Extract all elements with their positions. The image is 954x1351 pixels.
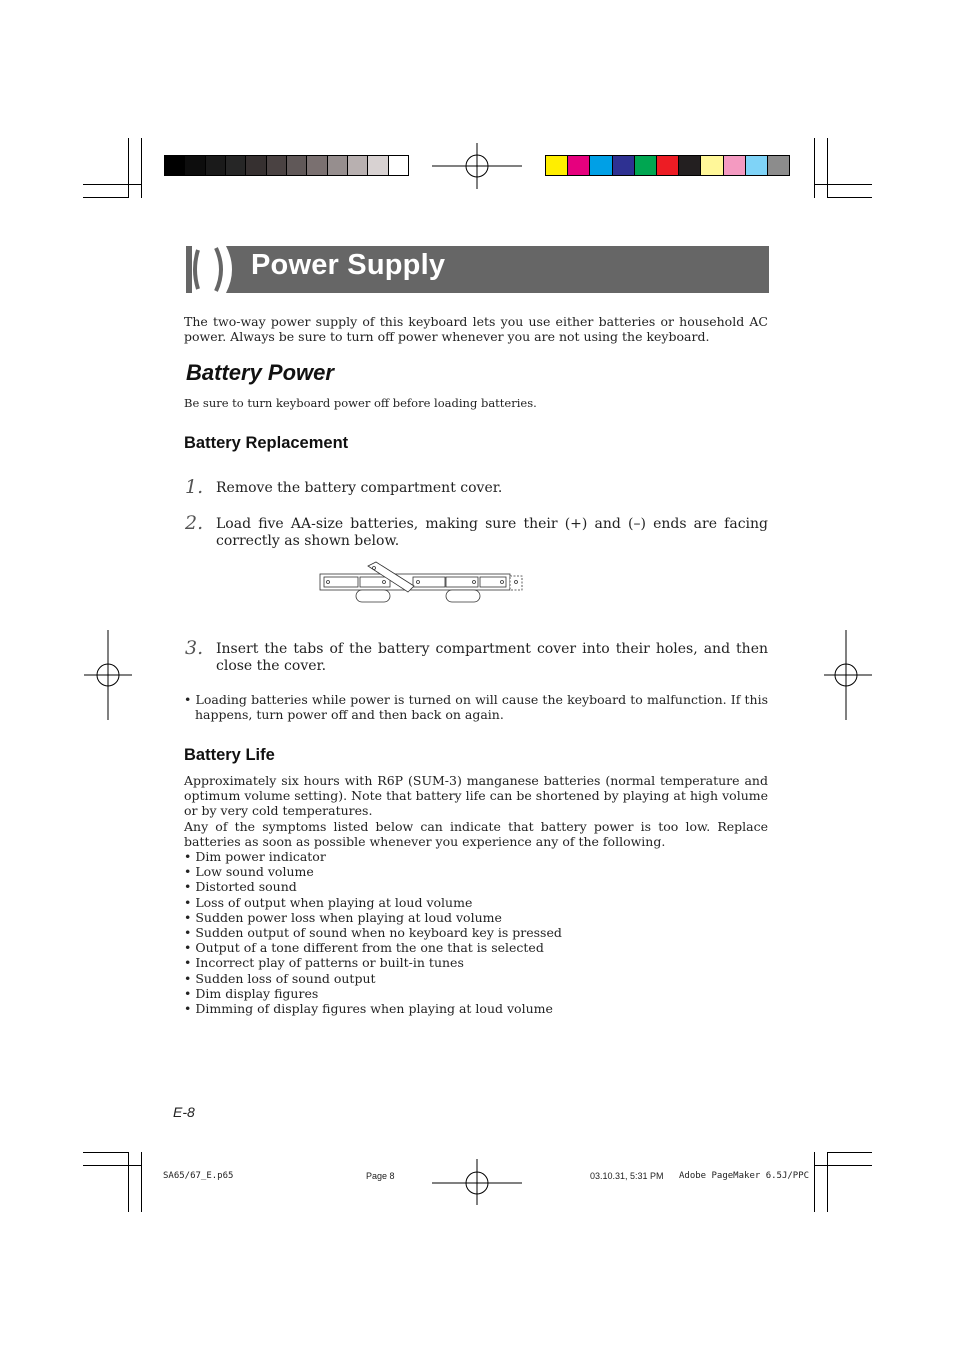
color-swatch	[246, 156, 266, 175]
warning-note: • Loading batteries while power is turned on will cause the keyboard to malfunction. If this happens, turn power off and then back on again.	[184, 692, 768, 722]
color-swatch	[287, 156, 307, 175]
color-swatch	[206, 156, 226, 175]
color-swatch	[546, 156, 568, 175]
color-swatch	[267, 156, 287, 175]
step-text: Insert the tabs of the battery compartment cover into their holes, and then close the cover.	[216, 641, 768, 674]
step-number: 2.	[185, 512, 204, 534]
symptom-list	[184, 849, 562, 1016]
list-item: • Loss of output when playing at loud volume	[184, 894, 473, 910]
registration-mark-right-icon	[822, 630, 872, 722]
color-swatch	[185, 156, 205, 175]
color-swatch	[568, 156, 590, 175]
color-swatch	[746, 156, 768, 175]
battery-compartment-illustration	[318, 560, 524, 610]
color-swatch	[724, 156, 746, 175]
battery-life-symptoms-intro: Any of the symptoms listed below can indicate that battery power is too low. Replace batteries as soon as possible whenever you experience any of the following.	[184, 819, 768, 849]
color-swatch	[679, 156, 701, 175]
color-swatch	[226, 156, 246, 175]
color-swatch	[328, 156, 348, 175]
list-item: • Distorted sound	[184, 879, 297, 895]
subsection-title-battery-replacement: Battery Replacement	[184, 434, 349, 452]
list-item: • Output of a tone different from the one that is selected	[184, 940, 544, 956]
list-item: • Incorrect play of patterns or built-in tunes	[184, 955, 464, 971]
color-swatch	[348, 156, 368, 175]
step-number: 1.	[185, 476, 204, 498]
footer-application: Adobe PageMaker 6.5J/PPC	[679, 1171, 810, 1181]
registration-mark-bottom-icon	[430, 1159, 524, 1207]
battery-life-paragraph: Approximately six hours with R6P (SUM-3) manganese batteries (normal temperature and optimum volume setting). Note that battery life can be shortened by playing at high volume or by very cold temperatures.	[184, 773, 768, 818]
color-swatch	[389, 156, 408, 175]
step-number: 3.	[185, 637, 204, 659]
list-item: • Dimming of display figures when playing at loud volume	[184, 1001, 553, 1017]
footer-filename: SA65/67_E.p65	[163, 1171, 234, 1181]
step-text: Load five AA-size batteries, making sure their (+) and (–) ends are facing correctly as shown below.	[216, 516, 768, 549]
subsection-title-battery-life: Battery Life	[184, 746, 275, 764]
list-item: • Dim power indicator	[184, 849, 326, 864]
list-item: • Low sound volume	[184, 864, 314, 880]
process-color-bar	[545, 155, 790, 176]
intro-paragraph: The two-way power supply of this keyboard lets you use either batteries or household AC power. Always be sure to turn off power whenever you are not using the keyboard.	[184, 314, 768, 344]
color-swatch	[590, 156, 612, 175]
step-text: Remove the battery compartment cover.	[216, 480, 503, 496]
footer-page: Page 8	[366, 1171, 395, 1181]
color-swatch	[701, 156, 723, 175]
color-swatch	[307, 156, 327, 175]
registration-mark-top-icon	[430, 143, 524, 191]
color-swatch	[613, 156, 635, 175]
color-swatch	[657, 156, 679, 175]
registration-mark-left-icon	[84, 630, 134, 722]
list-item: • Sudden loss of sound output	[184, 970, 376, 986]
section-bracket-icon	[186, 246, 242, 293]
list-item: • Sudden output of sound when no keyboard key is pressed	[184, 925, 562, 941]
color-swatch	[635, 156, 657, 175]
grayscale-color-bar	[164, 155, 409, 176]
list-item: • Dim display figures	[184, 985, 319, 1001]
page-number: E-8	[173, 1104, 195, 1120]
list-item: • Sudden power loss when playing at loud volume	[184, 909, 502, 925]
color-swatch	[368, 156, 388, 175]
page-title: Power Supply	[251, 249, 446, 281]
battery-power-note: Be sure to turn keyboard power off before loading batteries.	[184, 396, 537, 410]
section-title-battery-power: Battery Power	[186, 360, 334, 385]
color-swatch	[165, 156, 185, 175]
color-swatch	[768, 156, 789, 175]
footer-date: 03.10.31, 5:31 PM	[590, 1171, 664, 1181]
